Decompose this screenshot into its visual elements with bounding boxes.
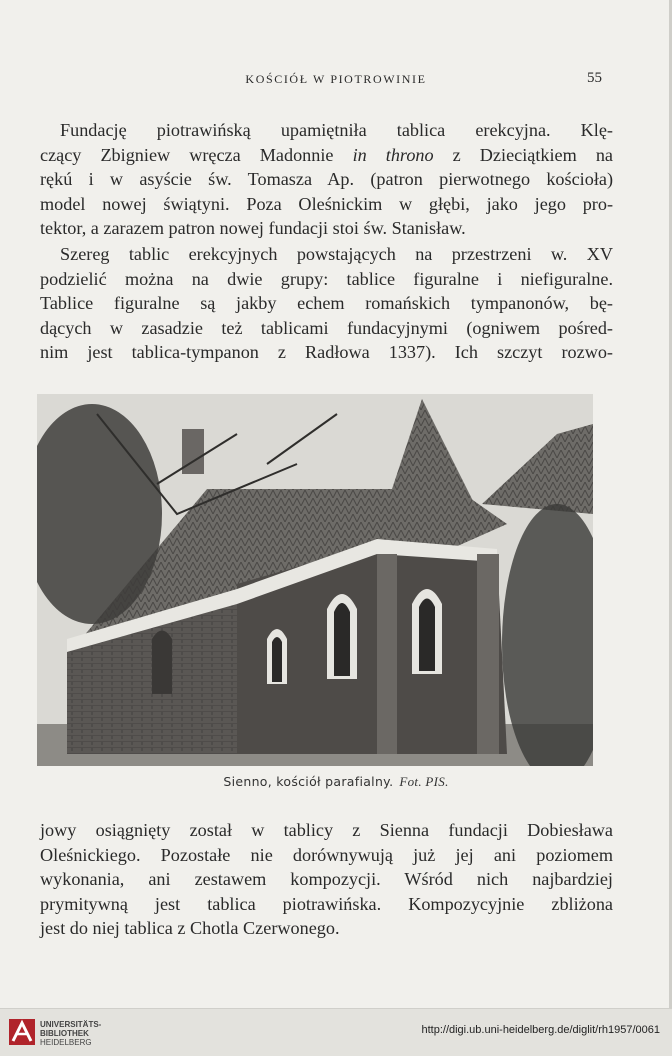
running-head	[0, 70, 672, 90]
text-line: Oleśnickiego. Pozostałe nie dorównywują już jej ani poziomem	[40, 844, 613, 865]
paragraph-2	[40, 242, 613, 365]
text-line: podzielić można na dwie grupy: tablice figuralne i niefiguralne.	[40, 268, 613, 289]
photo-credit: Fot. PIS.	[399, 774, 449, 789]
viewer-footer	[0, 1008, 672, 1056]
text-line: Szereg tablic erekcyjnych powstających na przestrzeni w. XV	[60, 244, 613, 264]
text-line	[40, 143, 613, 168]
text-line: model nowej świątyni. Poza Oleśnickim w głębi, jako jego pro-	[40, 193, 613, 214]
page-number: 55	[587, 70, 602, 86]
text-line: dących w zasadzie też tablicami fundacyjnymi (ogniwem pośred-	[40, 317, 613, 338]
text-line: prymitywną jest tablica piotrawińska. Kompozycyjnie zbliżona	[40, 893, 613, 914]
text-line: nim jest tablica-tympanon z Radłowa 1337). Ich szczyt rozwo-	[40, 342, 613, 362]
text-line-part: czący Zbigniew wręcza Madonnie	[40, 144, 353, 165]
text-line: Fundację piotrawińską upamiętniła tablica erekcyjna. Klę-	[60, 120, 613, 140]
paragraph-3	[40, 818, 613, 941]
text-line: rękú i w asyście św. Tomasza Ap. (patron pierwotnego kościoła)	[40, 169, 613, 189]
permalink-url[interactable]: http://digi.ub.uni-heidelberg.de/diglit/rh1957/0061	[421, 1024, 660, 1036]
library-name-line: HEIDELBERG	[40, 1038, 92, 1047]
church-illustration	[37, 394, 593, 766]
text-line-part: z Dzieciątkiem na	[433, 144, 613, 165]
text-line: tektor, a zarazem patron nowej fundacji stoi św. Stanisław.	[40, 218, 466, 238]
library-name-line: BIBLIOTHEK	[40, 1029, 89, 1038]
text-line: jowy osiągnięty został w tablicy z Sienna fundacji Dobiesława	[40, 820, 613, 840]
church-photograph	[37, 394, 593, 766]
library-name-line: UNIVERSITÄTS-	[40, 1020, 102, 1029]
paragraph-1	[40, 118, 613, 241]
running-title: KOŚCIÓŁ W PIOTROWINIE	[245, 72, 427, 86]
italic-phrase: in throno	[352, 144, 434, 165]
figure-caption	[0, 774, 672, 790]
library-name[interactable]	[40, 1020, 101, 1047]
text-line: Tablice figuralne są jakby echem romańskich tympanonów, bę-	[40, 293, 613, 313]
caption-text: Sienno, kościół parafialny.	[223, 774, 394, 789]
university-library-logo-icon[interactable]	[8, 1017, 36, 1047]
text-line: jest do niej tablica z Chotla Czerwonego.	[40, 918, 340, 938]
text-line: wykonania, ani zestawem kompozycji. Wśród nich najbardziej	[40, 869, 613, 889]
